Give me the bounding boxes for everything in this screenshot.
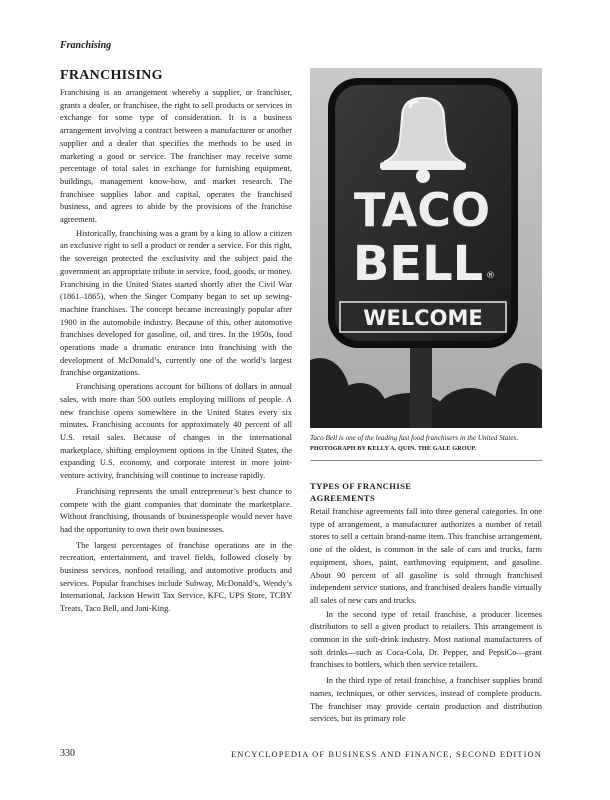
paragraph: Franchising represents the small entrepreneur’s best chance to compete with the giant companies that dominate the marketplace. Without franchising, thousands of businesspeople would never have had the opportunity to own their own businesses. <box>60 486 292 534</box>
page-number: 330 <box>60 748 75 759</box>
paragraph: Franchising is an arrangement whereby a supplier, or franchiser, grants a dealer, or franchisee, the right to sell products or services in exchange for some type of consideration. It is a business arrangement involving a contract between a manufacturer or another supplier and a dealer that specifies the methods to be used in marketing a good or service. The franchiser may receive some percentage of total sales in exchange for furnishing equipment, buildings, management know-how, and market research. The franchisee supplies labor and capital, operates the franchised business, and agrees to abide by the provisions of the franchise agreement. <box>60 88 292 225</box>
paragraph: The largest percentages of franchise operations are in the recreation, entertainment, and travel fields, followed closely by business services, nonfood retailing, and automotive products and services. Popular franchises include Subway, McDonald’s, Wendy’s International, Jackson Hewitt Tax Service, KFC, UPS Store, TCBY Treats, Taco Bell, and Jani-King. <box>60 540 292 614</box>
caption-text: Taco Bell is one of the leading fast food franchisers in the United States. <box>310 434 519 442</box>
left-column <box>60 68 292 616</box>
figure-caption <box>310 433 542 461</box>
section-heading: TYPES OF FRANCHISE AGREEMENTS <box>310 481 412 503</box>
right-column <box>310 68 542 726</box>
paragraph: In the third type of retail franchise, a franchiser supplies brand names, techniques, or other services, instead of complete products. The franchiser may provide certain production and distribution services, but its primary role <box>310 676 542 724</box>
paragraph: Franchising operations account for billions of dollars in annual sales, with more than 500 outlets employing millions of people. A new franchise opens somewhere in the United States every six minutes. Franchising accounts for approximately 40 percent of all U.S. retail sales. Because of changes in the international marketplace, shifting employment options in the United States, the expanding U.S. economy, and corporate interest in more joint-venture activity, franchising will continue to increase rapidly. <box>60 382 292 481</box>
running-head: Franchising <box>60 40 112 51</box>
sign-line-2: BELL <box>352 236 484 292</box>
paragraph: Retail franchise agreements fall into three general categories. In one type of arrangement, a manufacturer authorizes a number of retail stores to sell a certain brand-name item. This franchise arrangement, one of the oldest, is common in the sale of cars and trucks, farm equipment, shoes, paint, earthmoving equipment, and gasoline. About 90 percent of all gasoline is sold through franchised independent service stations, and franchised dealers handle virtually all sales of new cars and trucks. <box>310 507 542 605</box>
paragraph: Historically, franchising was a grant by a king to allow a citizen an exclusive right to sell a product or render a service. For this right, the sovereign protected the exclusivity and the subject paid the government an appropriate tribute in service, food, goods, or money. Franchising in the United States started shortly after the Civil War (1861–1865), when the Singer Company began to set up sewing-machine franchises. The concept became increasingly popular after 1900 in the automobile industry. Because of this, other automotive franchises developed for gasoline, oil, and tires. In the 1950s, food operations made a dramatic entrance into franchising with the development of McDonald’s, currently one of the world’s largest franchise organizations. <box>60 228 292 378</box>
photo-credit: PHOTOGRAPH BY KELLY A. QUIN. THE GALE GROUP. <box>310 445 477 452</box>
registered-mark: ® <box>486 271 495 281</box>
welcome-text: WELCOME <box>363 306 483 330</box>
sign-illustration <box>310 68 542 428</box>
article-title: FRANCHISING <box>60 68 163 83</box>
taco-bell-sign-photo <box>310 68 542 428</box>
paragraph: In the second type of retail franchise, a producer licenses distributors to sell a given product to retailers. This arrangement is common in the soft-drink industry. Most national manufacturers of soft drinks—such as Coca-Cola, Dr. Pepper, and PepsiCo—grant franchises to bottlers, which then service retailers. <box>310 609 542 670</box>
book-title: ENCYCLOPEDIA OF BUSINESS AND FINANCE, SECOND EDITION <box>230 749 542 759</box>
sign-line-1: TACO <box>353 183 491 237</box>
